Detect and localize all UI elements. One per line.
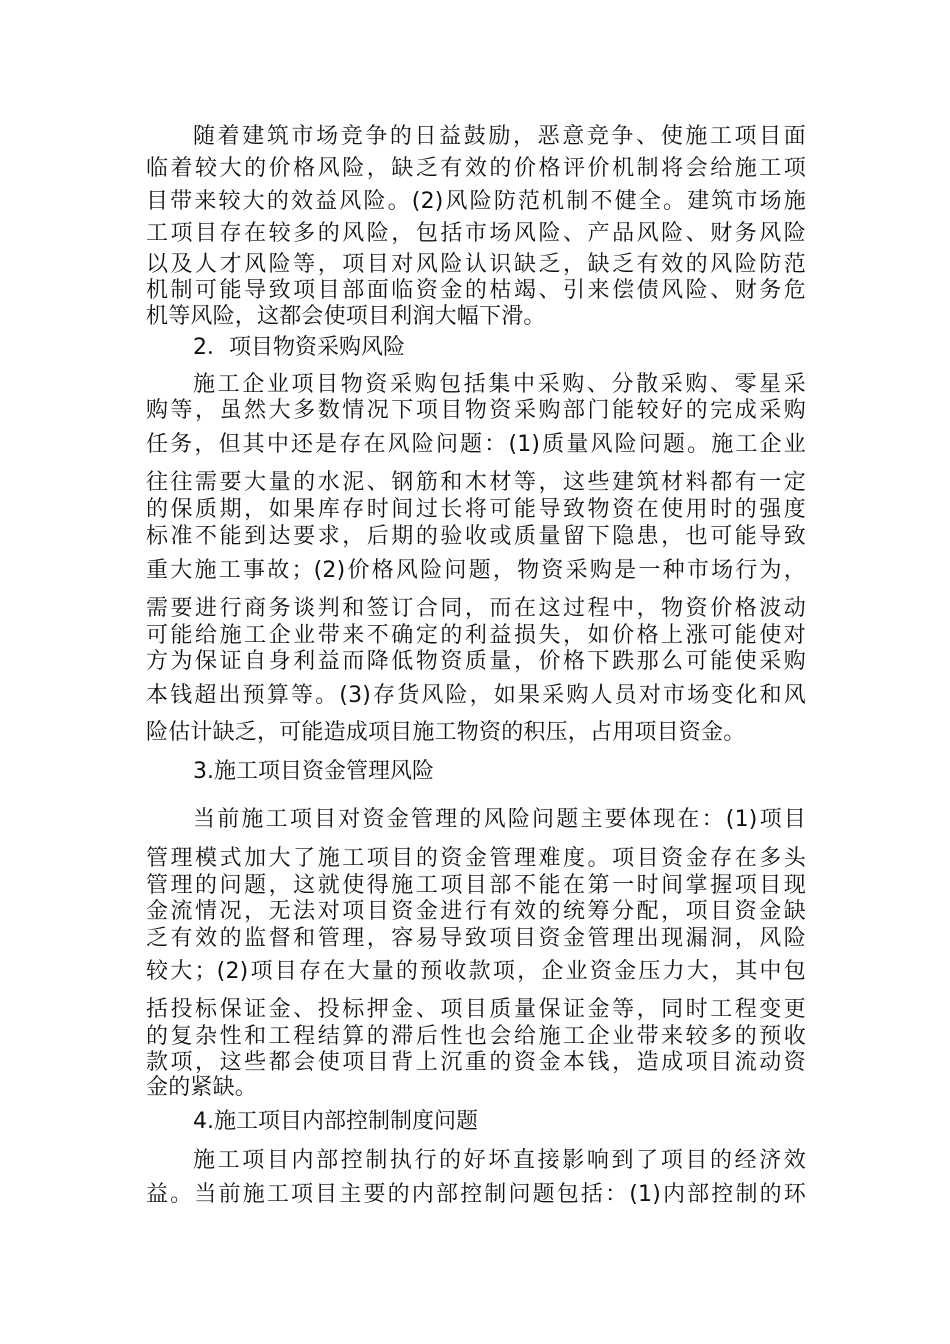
paragraph-2-line-2: 购等，虽然大多数情况下项目物资采购部门能较好的完成采购	[146, 398, 806, 423]
paragraph-3-line-6: 较大；(2)项目存在大量的预收款项，企业资金压力大，其中包	[146, 959, 806, 984]
paragraph-2-line-10: 方为保证自身利益而降低物资质量，价格下跌那么可能使采购	[146, 649, 806, 674]
section-heading-3: 3.施工项目资金管理风险	[193, 759, 434, 784]
paragraph-2-line-4: 往往需要大量的水泥、钢筋和木材等，这些建筑材料都有一定	[146, 470, 806, 495]
section-heading-2: 2．项目物资采购风险	[193, 335, 405, 360]
paragraph-2-line-1: 施工企业项目物资采购包括集中采购、分散采购、零星采	[193, 372, 806, 397]
section-heading-4: 4.施工项目内部控制制度问题	[193, 1109, 478, 1134]
paragraph-3-line-7: 括投标保证金、投标押金、项目质量保证金等，同时工程变更	[146, 997, 806, 1022]
paragraph-2-line-8: 需要进行商务谈判和签订合同，而在这过程中，物资价格波动	[146, 596, 806, 621]
paragraph-3-line-4: 金流情况，无法对项目资金进行有效的统筹分配，项目资金缺	[146, 899, 806, 924]
paragraph-3-line-8: 的复杂性和工程结算的滞后性也会给施工企业带来较多的预收	[146, 1024, 806, 1049]
paragraph-1-line-3: 目带来较大的效益风险。(2)风险防范机制不健全。建筑市场施	[146, 189, 806, 214]
paragraph-2-line-11: 本钱超出预算等。(3)存货风险，如果采购人员对市场变化和风	[146, 683, 806, 708]
paragraph-2-line-12: 险估计缺乏，可能造成项目施工物资的积压，占用项目资金。	[146, 720, 746, 745]
paragraph-3-line-9: 款项，这些都会使项目背上沉重的资金本钱，造成项目流动资	[146, 1050, 806, 1075]
paragraph-3-line-10: 金的紧缺。	[146, 1075, 258, 1100]
paragraph-1-line-5: 以及人才风险等，项目对风险认识缺乏，缺乏有效的风险防范	[146, 252, 806, 277]
paragraph-1-line-2: 临着较大的价格风险，缺乏有效的价格评价机制将会给施工项	[146, 156, 806, 181]
paragraph-1-line-4: 工项目存在较多的风险，包括市场风险、产品风险、财务风险	[146, 221, 806, 246]
paragraph-2-line-7: 重大施工事故；(2)价格风险问题，物资采购是一种市场行为，	[146, 558, 806, 583]
paragraph-2-line-5: 的保质期，如果库存时间过长将可能导致物资在使用时的强度	[146, 497, 806, 522]
paragraph-4-line-2: 益。当前施工项目主要的内部控制问题包括：(1)内部控制的环	[146, 1182, 806, 1207]
paragraph-3-line-5: 乏有效的监督和管理，容易导致项目资金管理出现漏洞，风险	[146, 926, 806, 951]
paragraph-1-line-7: 机等风险，这都会使项目利润大幅下滑。	[146, 304, 546, 329]
paragraph-1-line-6: 机制可能导致项目部面临资金的枯竭、引来偿债风险、财务危	[146, 278, 806, 303]
paragraph-3-line-3: 管理的问题，这就使得施工项目部不能在第一时间掌握项目现	[146, 873, 806, 898]
paragraph-2-line-3: 任务，但其中还是存在风险问题：(1)质量风险问题。施工企业	[146, 432, 806, 457]
paragraph-1-line-1: 随着建筑市场竞争的日益鼓励，恶意竞争、使施工项目面	[193, 124, 806, 149]
paragraph-3-line-1: 当前施工项目对资金管理的风险问题主要体现在：(1)项目	[193, 807, 806, 832]
paragraph-3-line-2: 管理模式加大了施工项目的资金管理难度。项目资金存在多头	[146, 846, 806, 871]
paragraph-2-line-6: 标准不能到达要求，后期的验收或质量留下隐患，也可能导致	[146, 524, 806, 549]
paragraph-2-line-9: 可能给施工企业带来不确定的利益损失，如价格上涨可能使对	[146, 623, 806, 648]
paragraph-4-line-1: 施工项目内部控制执行的好坏直接影响到了项目的经济效	[193, 1148, 806, 1173]
